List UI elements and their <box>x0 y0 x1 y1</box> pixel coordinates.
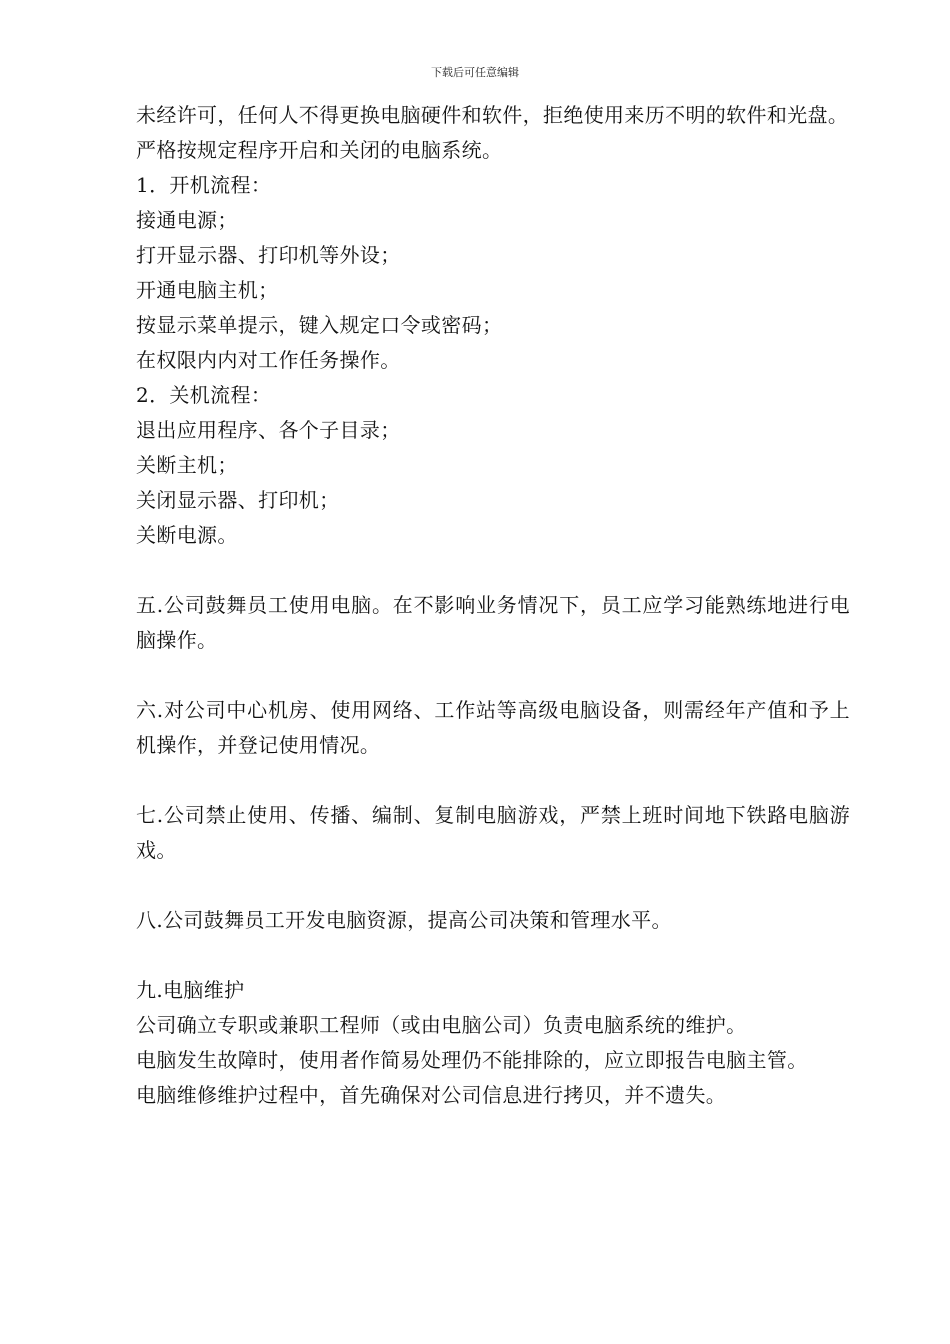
startup-step: 按显示菜单提示，键入规定口令或密码； <box>136 313 503 337</box>
section-9-item: 电脑发生故障时，使用者作简易处理仍不能排除的，应立即报告电脑主管。 <box>136 1048 808 1072</box>
shutdown-step: 关断电源。 <box>136 523 238 547</box>
paragraph-software-rule: 未经许可，任何人不得更换电脑硬件和软件，拒绝使用来历不明的软件和光盘。 <box>136 103 849 127</box>
shutdown-step: 关断主机； <box>136 453 238 477</box>
document-body <box>136 98 850 1113</box>
shutdown-step: 关闭显示器、打印机； <box>136 488 340 512</box>
paragraph-spacer <box>136 763 850 798</box>
section-9-heading: 九.电脑维护 <box>136 978 245 1002</box>
startup-step: 开通电脑主机； <box>136 278 279 302</box>
section-6: 六.对公司中心机房、使用网络、工作站等高级电脑设备，则需经年产值和予上机操作，并登记使用情况。 <box>136 698 850 757</box>
shutdown-step: 退出应用程序、各个子目录； <box>136 418 401 442</box>
paragraph-spacer <box>136 553 850 588</box>
section-5: 五.公司鼓舞员工使用电脑。在不影响业务情况下，员工应学习能熟练地进行电脑操作。 <box>136 593 850 652</box>
section-7: 七.公司禁止使用、传播、编制、复制电脑游戏，严禁上班时间地下铁路电脑游戏。 <box>136 803 850 862</box>
paragraph-spacer <box>136 868 850 903</box>
paragraph-spacer <box>136 938 850 973</box>
startup-heading: 1．开机流程： <box>136 173 272 197</box>
startup-step: 接通电源； <box>136 208 238 232</box>
shutdown-heading: 2．关机流程： <box>136 383 272 407</box>
page-header: 下载后可任意编辑 <box>431 66 519 79</box>
section-9-item: 电脑维修维护过程中，首先确保对公司信息进行拷贝，并不遗失。 <box>136 1083 727 1107</box>
paragraph-spacer <box>136 658 850 693</box>
paragraph-power-procedure: 严格按规定程序开启和关闭的电脑系统。 <box>136 138 503 162</box>
startup-step: 打开显示器、打印机等外设； <box>136 243 401 267</box>
section-8: 八.公司鼓舞员工开发电脑资源，提高公司决策和管理水平。 <box>136 908 672 932</box>
section-9-item: 公司确立专职或兼职工程师（或由电脑公司）负责电脑系统的维护。 <box>136 1013 747 1037</box>
startup-step: 在权限内内对工作任务操作。 <box>136 348 401 372</box>
